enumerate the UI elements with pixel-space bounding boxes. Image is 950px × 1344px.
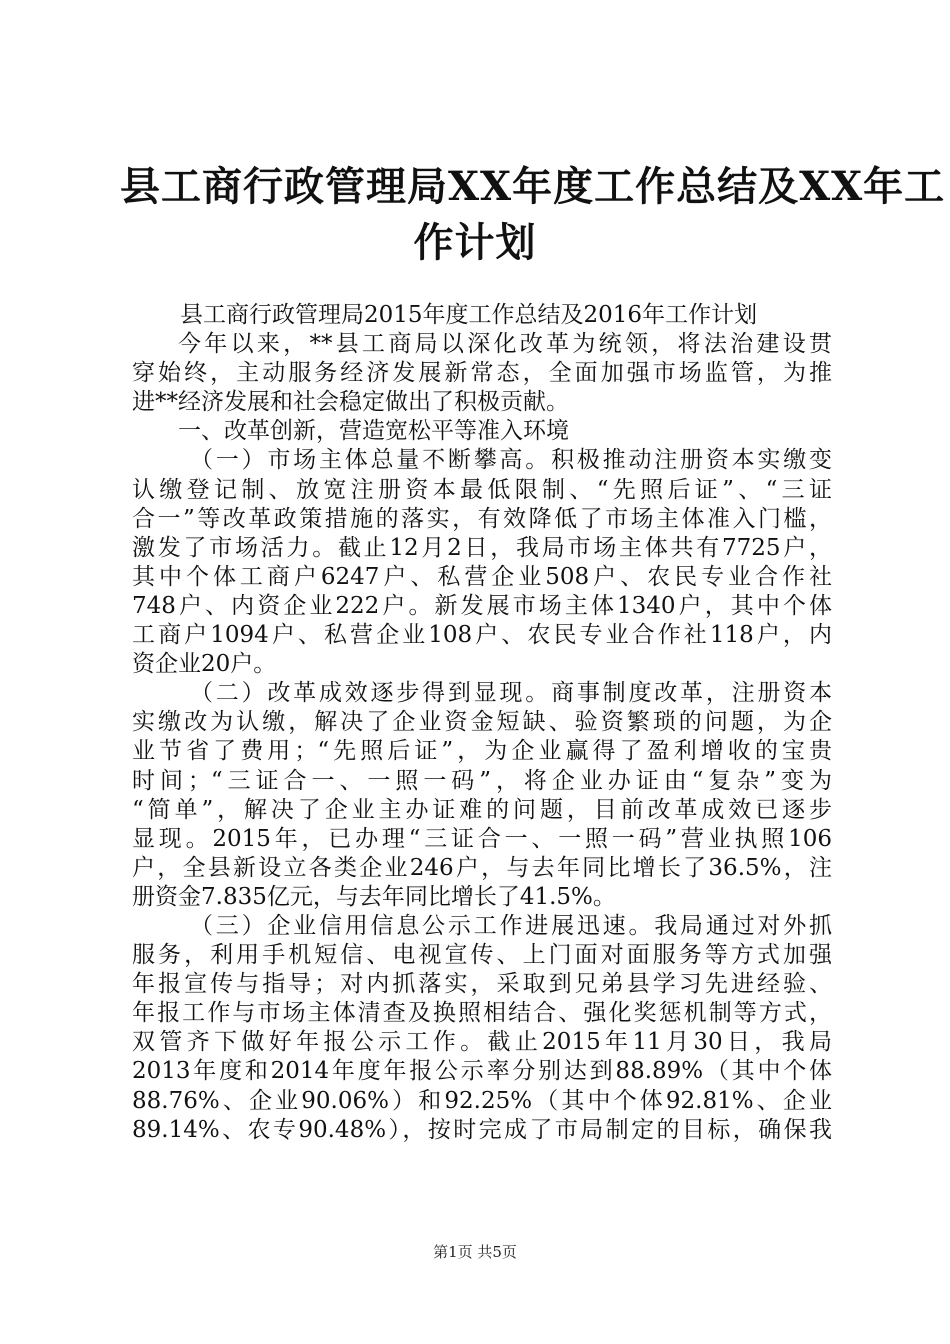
section-heading: 一、改革创新，营造宽松平等准入环境 [178,418,569,445]
paragraph-line: 册资金7.835亿元，与去年同比增长了41.5%。 [132,883,616,910]
document-title-line-1: 县工商行政管理局XX年度工作总结及XX年工 [120,163,946,210]
paragraph-line: 实缴改为认缴，解决了企业资金短缺、验资繁琐的问题，为企 [132,709,832,736]
paragraph-line: 2013年度和2014年度年报公示率分别达到88.89%（其中个体 [132,1058,832,1085]
paragraph-line: 显现。2015年，已办理“三证合一、一照一码”营业执照106 [132,825,832,852]
paragraph-line: 进**经济发展和社会稳定做出了积极贡献。 [132,389,569,416]
paragraph-line: 业节省了费用；“先照后证”，为企业赢得了盈利增收的宝贵 [132,738,832,765]
paragraph-line: 年报工作与市场主体清查及换照相结合、强化奖惩机制等方式， [132,1000,832,1027]
paragraph-line: 认缴登记制、放宽注册资本最低限制、“先照后证”、“三证 [132,476,832,503]
paragraph-line: 服务，利用手机短信、电视宣传、上门面对面服务等方式加强 [132,942,832,969]
paragraph-line: “简单”，解决了企业主办证难的问题，目前改革成效已逐步 [132,796,832,823]
document-body [132,301,832,1145]
paragraph-line: 时间；“三证合一、一照一码”，将企业办证由“复杂”变为 [132,767,832,794]
paragraph-line: （一）市场主体总量不断攀高。积极推动注册资本实缴变 [190,447,832,474]
paragraph-line: 年报宣传与指导；对内抓落实，采取到兄弟县学习先进经验、 [132,971,832,998]
paragraph-line: 合一”等改革政策措施的落实，有效降低了市场主体准入门槛， [132,505,832,532]
paragraph-line: 今年以来，**县工商局以深化改革为统领，将法治建设贯 [178,331,832,358]
paragraph-line: （三）企业信用信息公示工作进展迅速。我局通过对外抓 [190,912,832,939]
paragraph-line: 工商户1094户、私营企业108户、农民专业合作社118户，内 [132,622,832,649]
paragraph-line: 89.14%、农专90.48%），按时完成了市局制定的目标，确保我 [132,1116,832,1143]
subtitle-line: 县工商行政管理局2015年度工作总结及2016年工作计划 [180,302,758,328]
paragraph-line: 户，全县新设立各类企业246户，与去年同比增长了36.5%，注 [132,854,832,881]
paragraph-line: 激发了市场活力。截止12月2日，我局市场主体共有7725户， [132,534,832,561]
paragraph-line: （二）改革成效逐步得到显现。商事制度改革，注册资本 [190,680,832,707]
paragraph-line: 748户、内资企业222户。新发展市场主体1340户，其中个体 [132,592,832,619]
paragraph-line: 穿始终，主动服务经济发展新常态，全面加强市场监管，为推 [132,360,832,387]
paragraph-line: 资企业20户。 [132,651,277,678]
paragraph-line: 88.76%、企业90.06%）和92.25%（其中个体92.81%、企业 [132,1087,832,1114]
paragraph-line: 其中个体工商户6247户、私营企业508户、农民专业合作社 [132,563,832,590]
document-title-line-2: 作计划 [413,219,537,266]
page-footer: 第1页 共5页 [433,1243,517,1261]
paragraph-line: 双管齐下做好年报公示工作。截止2015年11月30日，我局 [132,1029,832,1056]
